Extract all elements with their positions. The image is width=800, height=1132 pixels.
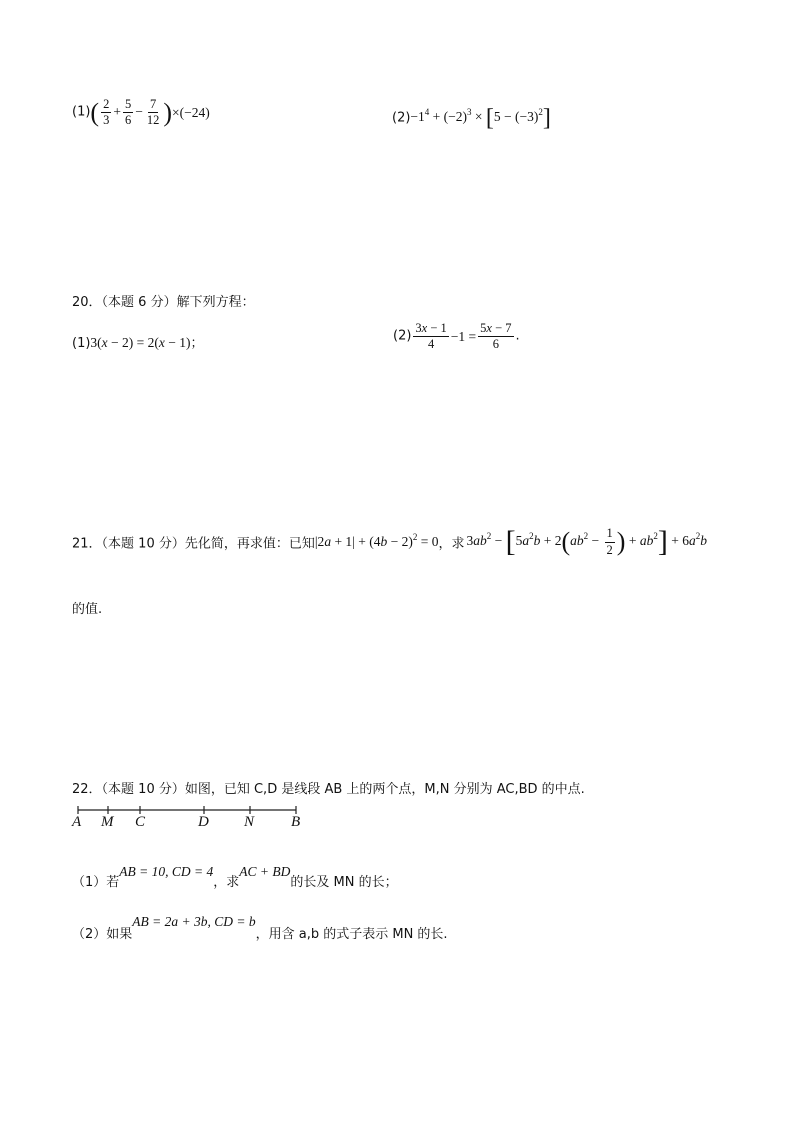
point-label-m: M — [101, 814, 114, 830]
q22-part1-mid: ，求 — [213, 875, 240, 890]
q22-part1-expression: AC + BD — [239, 864, 291, 879]
point-label-d: D — [198, 814, 209, 830]
q22-part2-tail: ，用含 a,b 的式子表示 MN 的长. — [255, 927, 448, 942]
q20-part1 — [72, 332, 204, 351]
q22-part1-condition: AB = 10, CD = 4 — [119, 864, 214, 879]
q19-part1-expression: ( $\frac{2}{3}$ + $\frac{5}{6}$ − $\frac{7}{12}$ )×(−24) — [90, 97, 210, 128]
q20-part1-label: (1) — [72, 336, 91, 351]
q22-part1-label: （1）若 — [72, 875, 120, 890]
q19-part2 — [392, 106, 551, 130]
q20-part2-equation: $\frac{3x - 1}{4}$ −1 = $\frac{5x - 7}{6}$ — [415, 321, 512, 352]
point-label-a: A — [72, 814, 82, 830]
q20-header: 20．（本题 6 分）解下列方程： — [72, 295, 255, 310]
q20-part2 — [393, 322, 520, 351]
q20-part1-end: ； — [190, 336, 204, 351]
q21-expression: $3ab^2 - [5a^2b + 2(ab^2$ − $\frac{1}{2}$ ) + $ab^2] + 6a^2b$ — [466, 525, 707, 558]
point-label-n: N — [244, 814, 255, 830]
point-label-b: B — [291, 814, 301, 830]
q20-part2-end: . — [515, 328, 520, 344]
q21-mid: ，求 — [438, 536, 465, 552]
q19-part1 — [72, 98, 210, 127]
q20-part2-label: (2) — [393, 328, 412, 344]
q20-part1-equation: 3(x − 2) = 2(x − 1) — [90, 335, 191, 350]
q22-part2 — [72, 914, 448, 942]
q22-part1 — [72, 864, 398, 890]
q21-condition: $|2a + 1| + (4b - 2)^2 = 0$ — [314, 532, 439, 549]
q22-header: 22．（本题 10 分）如图，已知 C,D 是线段 AB 上的两个点，M,N 分别为 AC,BD 的中点. — [72, 782, 585, 797]
segment-figure — [70, 804, 310, 834]
q21-header: 21．（本题 10 分）先化简，再求值：已知 — [72, 536, 315, 552]
q21-tail: 的值. — [72, 602, 103, 617]
point-label-c: C — [135, 814, 146, 830]
q19-part1-label: (1) — [72, 104, 91, 120]
q19-part2-label: (2) — [392, 110, 411, 126]
q22-part2-condition: AB = 2a + 3b, CD = b — [132, 914, 256, 929]
q22-part2-label: （2）如果 — [72, 927, 133, 942]
q19-part2-expression: $-1^4 + (-2)^3 \times [5 - (-3)^2]$ — [410, 105, 551, 131]
q22-part1-tail: 的长及 MN 的长； — [290, 875, 398, 890]
q21-line — [72, 527, 707, 557]
